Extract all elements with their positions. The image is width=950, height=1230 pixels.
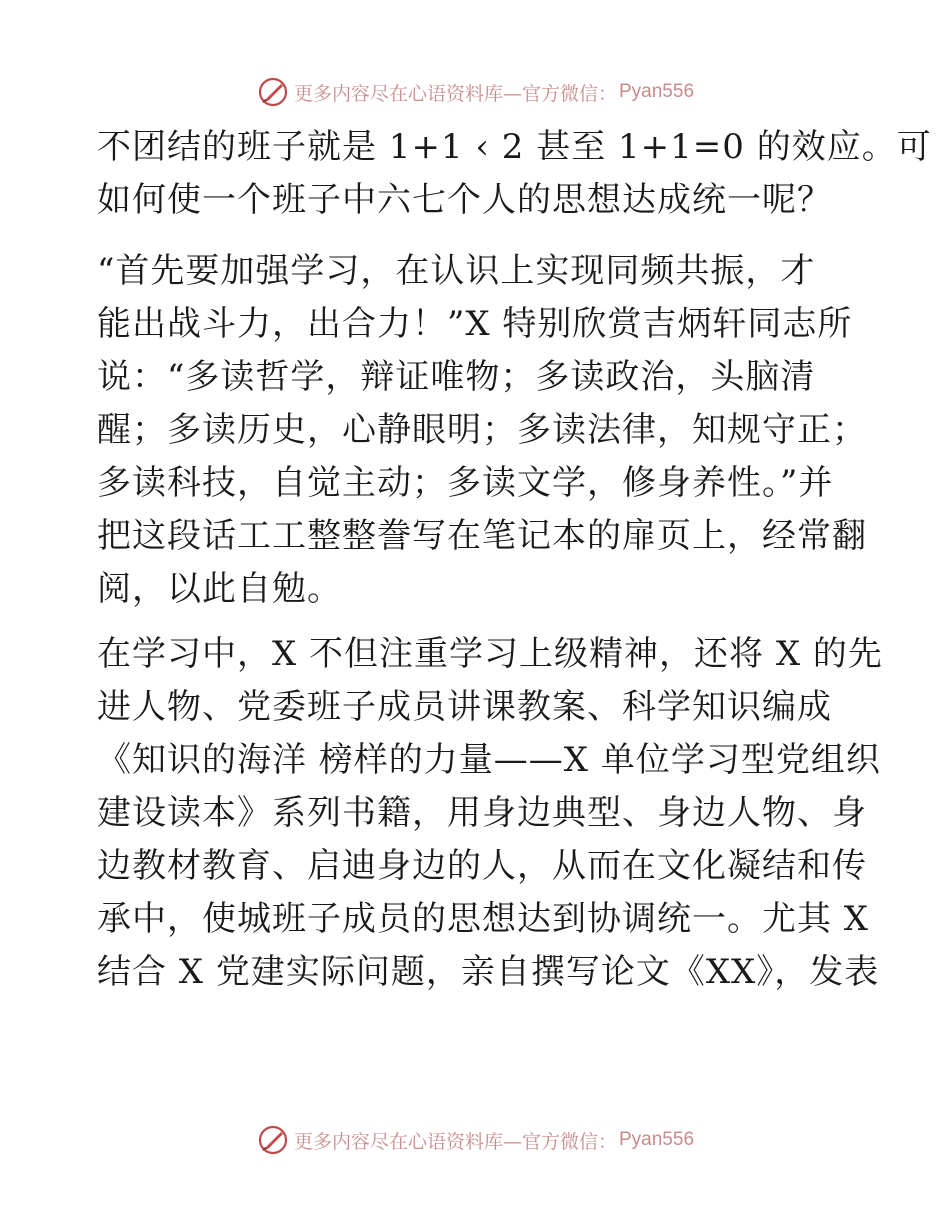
watermark-text: 更多内容尽在心语资料库—官方微信： (293, 1130, 617, 1153)
text-line: 承中，使城班子成员的思想达到协调统一。尤其 X (97, 899, 870, 939)
quill-circle-logo-icon (256, 1123, 290, 1157)
text-line: 建设读本》系列书籍，用身边典型、身边人物、身 (97, 793, 867, 833)
watermark-wechat-id: Pyan556 (619, 81, 695, 102)
text-line: 不团结的班子就是 1+1 ‹ 2 甚至 1+1=0 的效应。可 (97, 127, 932, 167)
text-line: 边教材教育、启迪身边的人，从而在文化凝结和传 (97, 846, 867, 886)
paragraph-gap (97, 227, 857, 245)
document-body (97, 121, 932, 999)
paragraph (97, 628, 883, 999)
header-watermark (0, 72, 950, 112)
text-line: 如何使一个班子中六七个人的思想达成统一呢？ (97, 180, 832, 220)
text-line: 结合 X 党建实际问题，亲自撰写论文《XX》，发表 (97, 952, 880, 992)
text-line: 在学习中，X 不但注重学习上级精神，还将 X 的先 (97, 634, 883, 674)
text-line: 说：“多读哲学，辩证唯物；多读政治，头脑清 (97, 357, 816, 397)
text-line: 醒；多读历史，心静眼明；多读法律，知规守正； (97, 410, 867, 450)
text-line: “首先要加强学习，在认识上实现同频共振，才 (97, 251, 816, 291)
paragraph-gap (97, 616, 857, 628)
text-line: 把这段话工工整整誊写在笔记本的扉页上，经常翻 (97, 516, 867, 556)
text-line: 《知识的海洋 榜样的力量——X 单位学习型党组织 (97, 740, 881, 780)
watermark-text: 更多内容尽在心语资料库—官方微信： (293, 82, 617, 105)
text-line: 多读科技，自觉主动；多读文学，修身养性。”并 (97, 463, 834, 503)
paragraph (97, 245, 867, 616)
quill-circle-logo-icon (256, 75, 290, 109)
text-line: 进人物、党委班子成员讲课教案、科学知识编成 (97, 687, 832, 727)
text-line: 阅，以此自勉。 (97, 569, 342, 609)
watermark-wechat-id: Pyan556 (619, 1129, 695, 1150)
footer-watermark (0, 1120, 950, 1160)
text-line: 能出战斗力，出合力！”X 特别欣赏吉炳轩同志所 (97, 304, 853, 344)
paragraph (97, 121, 932, 227)
